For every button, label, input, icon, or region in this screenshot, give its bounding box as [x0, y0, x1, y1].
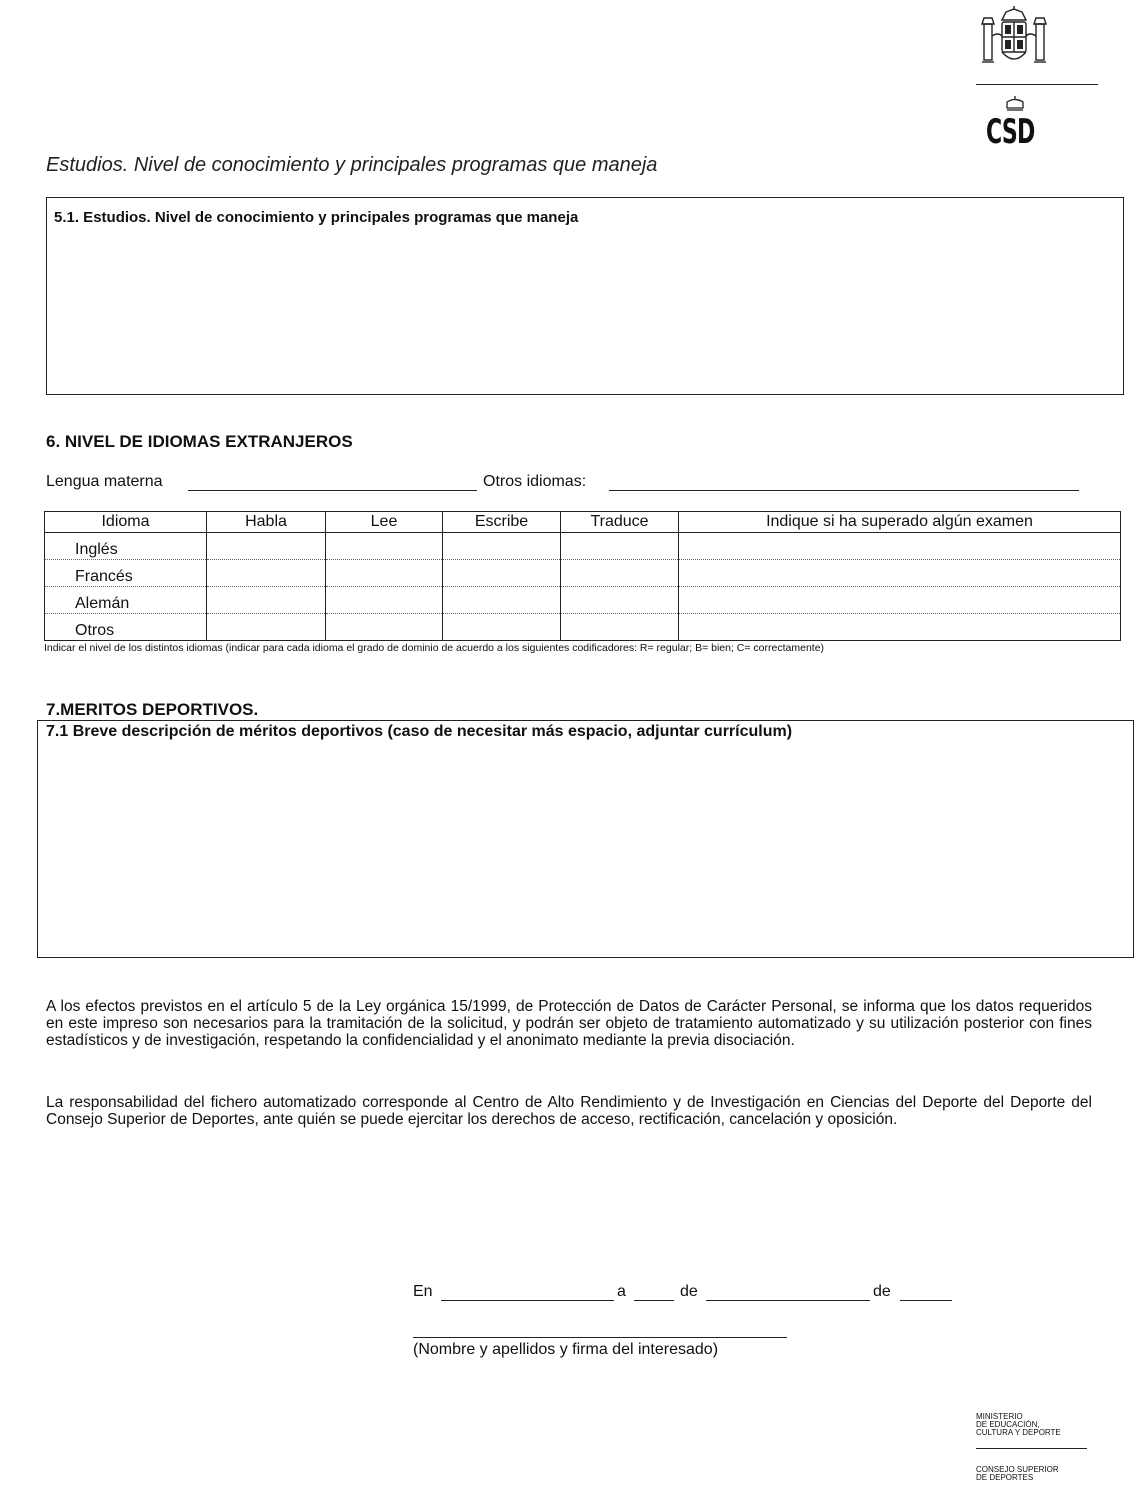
consejo-label: CONSEJO SUPERIOR DE DEPORTES — [976, 1465, 1059, 1482]
cell-lee[interactable] — [326, 614, 443, 641]
cell-examen[interactable] — [679, 533, 1121, 560]
signature-field[interactable] — [413, 1337, 787, 1338]
cell-lee[interactable] — [326, 533, 443, 560]
table-row — [45, 614, 1121, 641]
languages-heading: 6. NIVEL DE IDIOMAS EXTRANJEROS — [46, 432, 353, 451]
row-language-name: Francés — [45, 560, 207, 587]
languages-table — [44, 511, 1121, 641]
cell-examen[interactable] — [679, 614, 1121, 641]
crest-emblem-icon — [978, 6, 1050, 72]
header-rule — [976, 84, 1098, 85]
studies-box-title: 5.1. Estudios. Nivel de conocimiento y principales programas que maneja — [54, 209, 579, 226]
cell-escribe[interactable] — [443, 533, 561, 560]
signature-de-label: de — [680, 1283, 698, 1300]
page-subtitle: Estudios. Nivel de conocimiento y principales programas que maneja — [46, 154, 658, 176]
mother-tongue-label: Lengua materna — [46, 473, 163, 490]
cell-lee[interactable] — [326, 560, 443, 587]
cell-examen[interactable] — [679, 587, 1121, 614]
other-languages-field[interactable] — [609, 490, 1079, 491]
signature-caption: (Nombre y apellidos y firma del interesado) — [413, 1341, 719, 1358]
table-row — [45, 587, 1121, 614]
table-row — [45, 560, 1121, 587]
day-field[interactable] — [634, 1300, 674, 1301]
cell-habla[interactable] — [207, 533, 326, 560]
other-languages-label: Otros idiomas: — [483, 473, 587, 490]
signature-de-label-2: de — [873, 1283, 891, 1300]
cell-escribe[interactable] — [443, 560, 561, 587]
mother-tongue-field[interactable] — [188, 490, 477, 491]
year-field[interactable] — [900, 1300, 952, 1301]
col-traduce: Traduce — [561, 512, 679, 533]
signature-en-label: En — [413, 1283, 433, 1300]
table-row — [45, 533, 1121, 560]
month-field[interactable] — [706, 1300, 870, 1301]
footer-rule — [976, 1448, 1087, 1449]
languages-note: Indicar el nivel de los distintos idiomas (indicar para cada idioma el grado de dominio de acuerdo a los siguientes codificadores: R= regular; B= bien; C= correctamente) — [44, 642, 825, 654]
merits-box[interactable] — [37, 720, 1134, 958]
row-language-name: Inglés — [45, 533, 207, 560]
col-habla: Habla — [207, 512, 326, 533]
table-header-row — [45, 512, 1121, 533]
cell-traduce[interactable] — [561, 587, 679, 614]
cell-habla[interactable] — [207, 560, 326, 587]
cell-habla[interactable] — [207, 614, 326, 641]
cell-escribe[interactable] — [443, 587, 561, 614]
cell-traduce[interactable] — [561, 614, 679, 641]
studies-box[interactable] — [46, 197, 1124, 395]
col-escribe: Escribe — [443, 512, 561, 533]
signature-a-label: a — [617, 1283, 626, 1300]
legal-paragraph-2: La responsabilidad del fichero automatizado corresponde al Centro de Alto Rendimiento y de Investigación en Ciencias del Deporte del Deporte del Consejo Superior de Deportes, ante quién se puede ejercitar los derechos de acceso, rectificación, cancelación y oposición. — [46, 1094, 1092, 1128]
merits-box-title: 7.1 Breve descripción de méritos deportivos (caso de necesitar más espacio, adjuntar currículum) — [46, 723, 793, 740]
col-idioma: Idioma — [45, 512, 207, 533]
cell-traduce[interactable] — [561, 533, 679, 560]
col-examen: Indique si ha superado algún examen — [679, 512, 1121, 533]
cell-lee[interactable] — [326, 587, 443, 614]
ministerio-label: MINISTERIO DE EDUCACIÓN, CULTURA Y DEPORTE — [976, 1412, 1061, 1437]
cell-habla[interactable] — [207, 587, 326, 614]
col-lee: Lee — [326, 512, 443, 533]
cell-traduce[interactable] — [561, 560, 679, 587]
merits-heading: 7.MERITOS DEPORTIVOS. — [46, 700, 259, 719]
csd-logo: CSD — [986, 112, 1035, 152]
row-language-name: Alemán — [45, 587, 207, 614]
cell-examen[interactable] — [679, 560, 1121, 587]
place-field[interactable] — [441, 1300, 614, 1301]
crown-icon — [1004, 96, 1026, 112]
legal-paragraph-1: A los efectos previstos en el artículo 5 de la Ley orgánica 15/1999, de Protección de Datos de Carácter Personal, se informa que los datos requeridos en este impreso son necesarios para la tramitación de la solicitud, y podrán ser objeto de tratamiento automatizado y su utilización posterior con fines estadísticos y de investigación, respetando la confidencialidad y el anonimato mediante la previa disociación. — [46, 998, 1092, 1049]
row-language-name: Otros — [45, 614, 207, 641]
cell-escribe[interactable] — [443, 614, 561, 641]
